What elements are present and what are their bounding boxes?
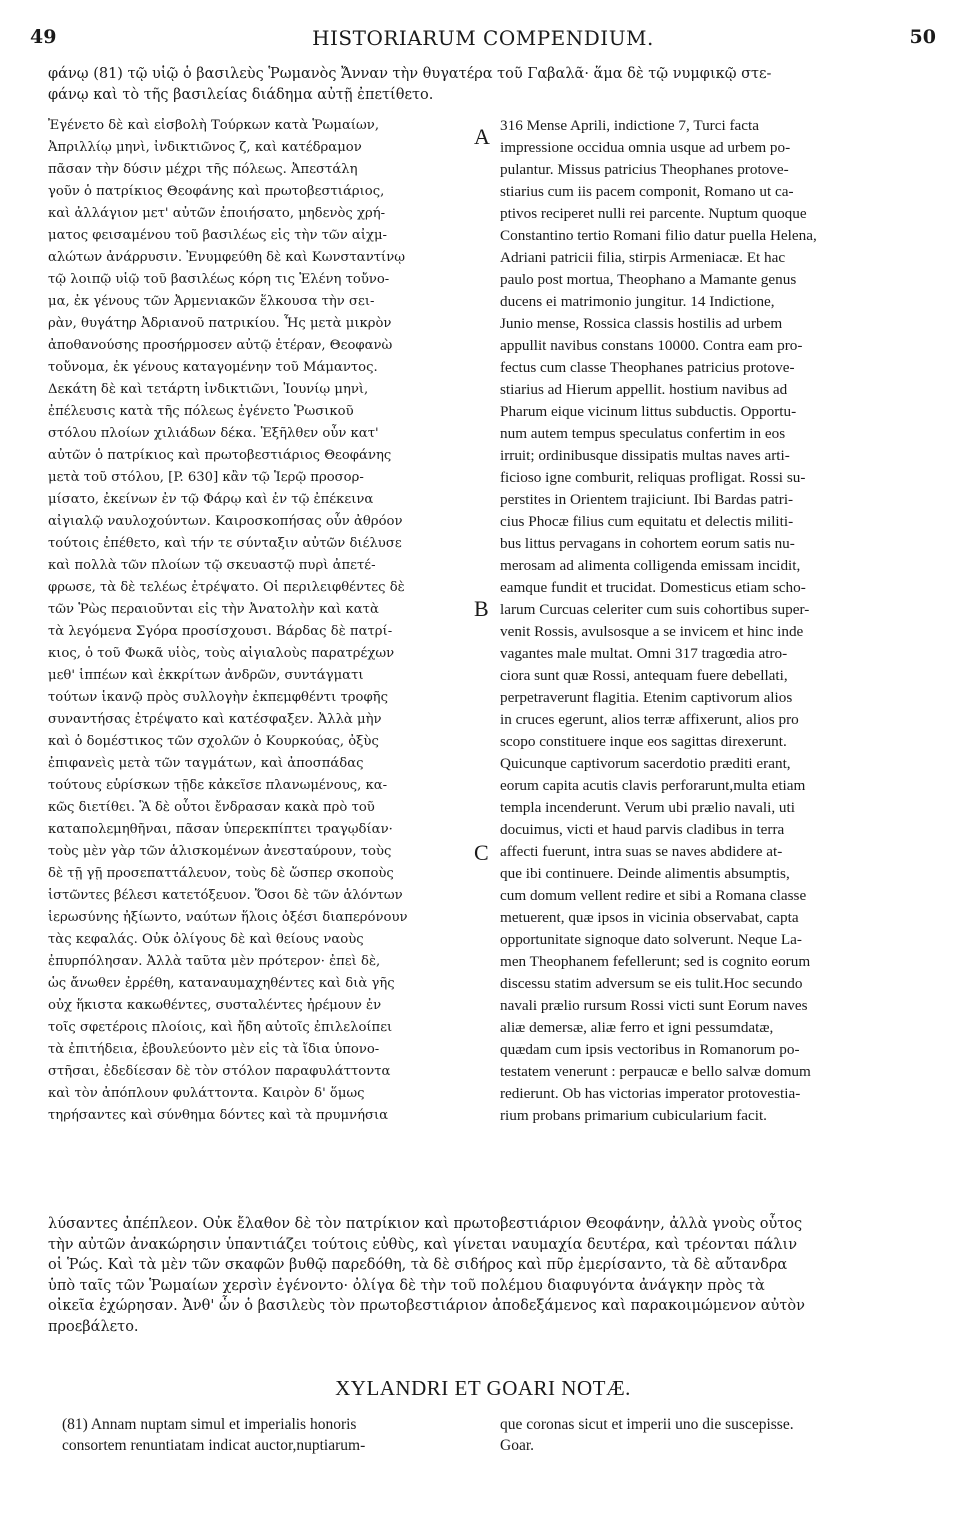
page-number-right: 50: [909, 26, 936, 48]
latin-text-line: in cruces egerunt, alios terræ affixerunt, alios pro: [500, 711, 799, 728]
page-number-left: 49: [30, 26, 57, 48]
greek-text-line: καὶ πολλὰ τῶν πλοίων τῷ σκευαστῷ πυρὶ ἀπετέ-: [48, 558, 376, 573]
greek-text-line: τὰ ἐπιτήδεια, ἐβουλεύοντο μὲν εἰς τὰ ἴδια ὑπονο-: [48, 1042, 380, 1057]
latin-text-line: ducens ei matrimonio jungitur. 14 Indictione,: [500, 293, 775, 310]
greek-text-line: καὶ τὸν ἀπόπλουν φυλάττοντα. Καιρὸν δ' ὅμως: [48, 1086, 365, 1101]
latin-column: [500, 115, 924, 1215]
greek-text-line: ἐπέλευσις κατὰ τῆς πόλεως ἐγένετο Ῥωσικοῦ: [48, 404, 354, 419]
latin-text-line: fectus cum classe Theophanes patricius protove-: [500, 359, 795, 376]
latin-text-line: discessu statim adversum se eis tulit.Hoc secundo: [500, 975, 803, 992]
latin-text-line: merosam ad alimenta colligenda emissam incidit,: [500, 557, 801, 574]
latin-text-line: que ibi continuere. Deinde alimentis absumptis,: [500, 865, 790, 882]
greek-text-line: καὶ ὁ δομέστικος τῶν σχολῶν ὁ Κουρκούας, ὀξὺς: [48, 734, 379, 749]
latin-text-line: men Theophanem fefellerunt; sed is cognito eorum: [500, 953, 811, 970]
greek-text-line: Δεκάτη δὲ καὶ τετάρτη ἰνδικτιῶνι, Ἰουνίῳ μηνὶ,: [48, 382, 369, 397]
latin-text-line: navali prælio rursum Rossi victi sunt Eorum naves: [500, 997, 808, 1014]
greek-text-line: τῶν Ῥὼς περαιοῦνται εἰς τὴν Ἀνατολὴν καὶ κατὰ: [48, 602, 379, 617]
greek-text-line: γοῦν ὁ πατρίκιος Θεοφάνης καὶ πρωτοβεστιάριος,: [48, 184, 385, 199]
latin-text-line: rium probans primarium cubicularium facit.: [500, 1107, 767, 1124]
latin-text-line: opportunitate signoque dato solverunt. Neque La-: [500, 931, 802, 948]
latin-text-line: ciora sunt quæ Rossi, antequam fuere debellati,: [500, 667, 788, 684]
greek-text-line: συναντήσας ἐτρέψατο καὶ κατέσφαξεν. Ἀλλὰ μὴν: [48, 712, 382, 727]
greek-text-line: πᾶσαν τὴν δύσιν μέχρι τῆς πόλεως. Ἀπεστάλη: [48, 162, 358, 177]
running-title: HISTORIARUM COMPENDIUM.: [312, 26, 654, 50]
latin-text-line: pulantur. Missus patricius Theophanes protove-: [500, 161, 789, 178]
latin-text-line: testatem venerunt : perpaucæ e bello salvæ domum: [500, 1063, 811, 1080]
latin-text-line: quædam cum ipsis vectoribus in Romanorum po-: [500, 1041, 800, 1058]
latin-text-line: paulo post mortua, Theophano a Mamante genus: [500, 271, 797, 288]
note-line: Goar.: [500, 1437, 535, 1454]
greek-text-line: ἱστῶντες βέλεσι κατετόξευον. Ὅσοι δὲ τῶν ἁλόντων: [48, 888, 403, 903]
greek-text-line: τούτους εὑρίσκων τῇδε κἀκεῖσε πλανωμένους, κα-: [48, 778, 388, 793]
greek-text-line: Ἐγένετο δὲ καὶ εἰσβολὴ Τούρκων κατὰ Ῥωμαίων,: [48, 118, 380, 133]
latin-text-line: ficioso igne comburit, reliquas profligat. Rossi su-: [500, 469, 806, 486]
intro-greek-text: [48, 64, 924, 105]
text-line: φάνῳ καὶ τὸ τῆς βασιλείας διάδημα αὐτῇ ἐπετίθετο.: [48, 86, 434, 103]
latin-text-line: cius Phocæ filius cum equitatu et delectis militi-: [500, 513, 794, 530]
greek-text-line: ρὰν, θυγάτηρ Ἀδριανοῦ πατρικίου. Ἧς μετὰ μικρὸν: [48, 316, 392, 331]
greek-text-line: ὡς ἄνωθεν ἐρρέθη, καταναυμαχηθέντες καὶ διὰ γῆς: [48, 976, 395, 991]
greek-text-line: τοῖς σφετέροις πλοίοις, καὶ ἤδη αὐτοῖς ἐπιλελοίπει: [48, 1020, 393, 1035]
latin-text-line: Quicunque captivorum sacerdotio præditi erant,: [500, 755, 791, 772]
latin-text-line: 316 Mense Aprili, indictione 7, Turci facta: [500, 117, 759, 134]
note-line: que coronas sicut et imperii uno die suscepisse.: [500, 1416, 794, 1433]
latin-text-line: Pharum eique vicinum littus subductis. Opportu-: [500, 403, 797, 420]
greek-text-line: τῷ λοιπῷ υἱῷ τοῦ βασιλέως κόρη τις Ἑλένη τοὔνο-: [48, 272, 390, 287]
greek-text-line: τοὔνομα, ἐκ γένους καταγομένην τοῦ Μάμαντος.: [48, 360, 378, 375]
latin-text-line: ptivos reciperet nulli rei parcente. Nuptum quoque: [500, 205, 807, 222]
greek-text-line: ἱερωσύνης ἠξίωντο, ναύτων ἥλοις ὀξέσι διαπερόνουν: [48, 910, 408, 925]
margin-marker-c: C: [474, 840, 489, 865]
greek-text-line: ματος φεισαμένου τοῦ βασιλέως εἰς τὴν τῶν αἰχμ-: [48, 228, 388, 243]
latin-text-line: perstites in Orientem trajiciunt. Ibi Bardas patri-: [500, 491, 794, 508]
greek-text-line: μεθ' ἱππέων καὶ ἐκκρίτων ἀνδρῶν, συντάγματι: [48, 668, 364, 683]
latin-text-line: appullit navibus constans 10000. Contra eam pro-: [500, 337, 803, 354]
latin-text-line: num autem tempus speculatus confertim in eos: [500, 425, 786, 442]
greek-text-line: Ἀπριλλίῳ μηνὶ, ἰνδικτιῶνος ζ, καὶ κατέδραμον: [48, 140, 362, 155]
latin-text-line: stiarius ad Hierum appellit. hostium navibus ad: [500, 381, 788, 398]
greek-continuation-text: [48, 1214, 924, 1337]
latin-text-line: Adriani patricii filia, stirpis Armeniacæ. Et hac: [500, 249, 786, 266]
latin-text-line: docuimus, victi et haud parvis cladibus in terra: [500, 821, 785, 838]
greek-text-line: στῆσαι, ἐδεδίεσαν δὲ τὸν στόλον παραφυλάττοντα: [48, 1064, 391, 1079]
greek-text-line: καταπολεμηθῆναι, πᾶσαν ὑπερεκπίπτει τραγῳδίαν·: [48, 822, 393, 837]
latin-text-line: metuerent, quæ ipsos in vicinia observabat, capta: [500, 909, 799, 926]
greek-text-line: ἐπυρπόλησαν. Ἀλλὰ ταῦτα μὲν πρότερον· ἐπεὶ δὲ,: [48, 954, 381, 969]
text-line: λύσαντες ἀπέπλεον. Οὐκ ἔλαθον δὲ τὸν πατρίκιον καὶ πρωτοβεστιάριον Θεοφάνην, ἀλλὰ γνοὺς οὗτος: [48, 1216, 803, 1232]
greek-text-line: κιος, ὁ τοῦ Φωκᾶ υἱὸς, τοὺς αἰγιαλοὺς παρατρέχων: [48, 646, 395, 661]
note-line: consortem renuntiatam indicat auctor,nuptiarum-: [62, 1437, 366, 1454]
latin-text-line: affecti fuerunt, intra suas se naves abdidere at-: [500, 843, 783, 860]
latin-text-line: irruit; ordinibusque dissipatis multas naves arti-: [500, 447, 790, 464]
text-line: οἱ Ῥώς. Καὶ τὰ μὲν τῶν σκαφῶν βυθῷ παρεδόθη, τὰ δὲ σιδήρος καὶ πῦρ ἐμερίσαντο, τὰ δὲ αὔτανδρα: [48, 1257, 788, 1273]
greek-text-line: τοὺς μὲν γὰρ τῶν ἁλισκομένων ἀνεσταύρουν, τοὺς: [48, 844, 392, 859]
text-line: φάνῳ (81) τῷ υἱῷ ὁ βασιλεὺς Ῥωμανὸς Ἄνναν τὴν θυγατέρα τοῦ Γαβαλᾶ· ἅμα δὲ τῷ νυμφικῷ στε-: [48, 66, 772, 82]
greek-text-line: οὐχ ἥκιστα κακωθέντες, συσταλέντες ἠρέμουν ἐν: [48, 998, 382, 1013]
notes-left-column: [62, 1414, 482, 1456]
margin-marker-a: A: [474, 124, 490, 149]
greek-text-line: αἰγιαλῷ ναυλοχούντων. Καιροσκοπήσας οὖν ἀθρόον: [48, 514, 403, 529]
greek-text-line: αλώτων ἀνάρρυσιν. Ἐνυμφεύθη δὲ καὶ Κωνσταντίνῳ: [48, 250, 405, 265]
greek-text-line: ἀποθανούσης προσήρμοσεν αὐτῷ ἑτέραν, Θεοφανὼ: [48, 338, 393, 353]
notes-right-column: [500, 1414, 924, 1456]
latin-text-line: impressione occidua omnia usque ad urbem po-: [500, 139, 791, 156]
greek-text-line: καὶ ἀλλάγιον μετ' αὐτῶν ἐποιήσατο, μηδενὸς χρή-: [48, 206, 386, 221]
greek-text-line: τούτων ἱκανῷ πρὸς συλλογὴν ἐκπεμφθέντι τροφῆς: [48, 690, 388, 705]
latin-text-line: scopo constituere inque eos sagittas direxerunt.: [500, 733, 787, 750]
latin-text-line: bus littus pervagans in cohortem eorum satis nu-: [500, 535, 795, 552]
latin-text-line: venit Rossis, avulsosque a se invicem et hinc inde: [500, 623, 804, 640]
text-line: ὑπὸ ταῖς τῶν Ῥωμαίων χερσὶν ἐγένοντο· ὀλίγα δὲ τὴν τοῦ πολέμου διαφυγόντα ἀνάγκην πρὸς τὰ: [48, 1277, 765, 1294]
margin-marker-b: B: [474, 596, 489, 621]
greek-text-line: τὰς κεφαλάς. Οὐκ ὀλίγους δὲ καὶ θείους ναοὺς: [48, 932, 364, 947]
greek-text-line: ἐπιφανεὶς μετὰ τῶν ταγμάτων, καὶ ἀποσπάδας: [48, 756, 364, 771]
greek-text-line: δὲ τῇ γῇ προσεπαττάλευον, τοὺς δὲ ὥσπερ σκοποὺς: [48, 866, 394, 881]
latin-text-line: larum Curcuas celeriter cum suis cohortibus super-: [500, 601, 810, 618]
latin-text-line: eamque fundit et trucidat. Domesticus etiam scho-: [500, 579, 806, 596]
latin-text-line: Junio mense, Rossica classis hostilis ad urbem: [500, 315, 783, 332]
greek-text-line: αὐτῶν ὁ πατρίκιος καὶ πρωτοβεστιάριος Θεοφάνης: [48, 448, 392, 463]
latin-text-line: aliæ demersæ, aliæ ferro et igni pessumdatæ,: [500, 1019, 774, 1036]
greek-text-line: τηρήσαντες καὶ σύνθημα δόντες καὶ τὰ πρυμνήσια: [48, 1108, 389, 1123]
greek-column: [48, 115, 490, 1215]
latin-text-line: vagantes male multat. Omni 317 tragœdia atro-: [500, 645, 788, 662]
text-line: προεβάλετο.: [48, 1318, 139, 1335]
latin-text-line: eorum capita acutis clavis perforarunt,multa etiam: [500, 777, 806, 794]
latin-text-line: perpetraverunt flagitia. Etenim captivorum alios: [500, 689, 793, 706]
note-line: (81) Annam nuptam simul et imperialis honoris: [62, 1416, 357, 1433]
greek-text-line: φρωσε, τὰ δὲ τελέως ἐτρέψατο. Οἱ περιλειφθέντες δὲ: [48, 580, 405, 595]
latin-text-line: cum domum vellent redire et sibi a Romana classe: [500, 887, 807, 904]
latin-text-line: redierunt. Ob has victorias imperator protovestia-: [500, 1085, 801, 1102]
greek-text-line: μα, ἐκ γένους τῶν Ἀρμενιακῶν ἕλκουσα τὴν σει-: [48, 294, 375, 309]
greek-text-line: μίσατο, ἐκείνων ἐν τῷ Φάρῳ καὶ ἐν τῷ ἐπέκεινα: [48, 492, 374, 507]
latin-text-line: templa incenderunt. Verum ubi prælio navali, uti: [500, 799, 795, 816]
text-line: οἰκεῖα ἐχώρησαν. Ἀνθ' ὧν ὁ βασιλεὺς τὸν πρωτοβεστιάριον ἀποδεξάμενος καὶ παρακοιμώμενον αὐτὸν: [48, 1298, 805, 1314]
greek-text-line: στόλου πλοίων χιλιάδων δέκα. Ἐξῆλθεν οὖν κατ': [48, 426, 379, 441]
greek-text-line: τὰ λεγόμενα Σγόρα προσίσχουσι. Βάρδας δὲ πατρί-: [48, 624, 393, 639]
greek-text-line: τούτοις ἐπέθετο, καὶ τήν τε σύνταξιν αὐτῶν διέλυσε: [48, 536, 402, 551]
greek-text-line: μετὰ τοῦ στόλου, [P. 630] κἂν τῷ Ἱερῷ προσορ-: [48, 470, 364, 485]
page-header: [30, 26, 936, 66]
notes-heading: XYLANDRI ET GOARI NOTÆ.: [335, 1376, 631, 1400]
latin-text-line: stiarius cum iis pacem componit, Romano ut ca-: [500, 183, 794, 200]
text-line: τὴν αὐτῶν ἀνακώρησιν ὑπαντιάζει τούτοις εὐθὺς, καὶ γίνεται ναυμαχία δευτέρα, καὶ τρέονται πάλιν: [48, 1236, 798, 1253]
greek-text-line: κῶς διετίθει. Ἃ δὲ οὗτοι ἔνδρασαν κακὰ πρὸ τοῦ: [48, 800, 375, 815]
latin-text-line: Constantino tertio Romani filio datur puella Helena,: [500, 227, 817, 244]
